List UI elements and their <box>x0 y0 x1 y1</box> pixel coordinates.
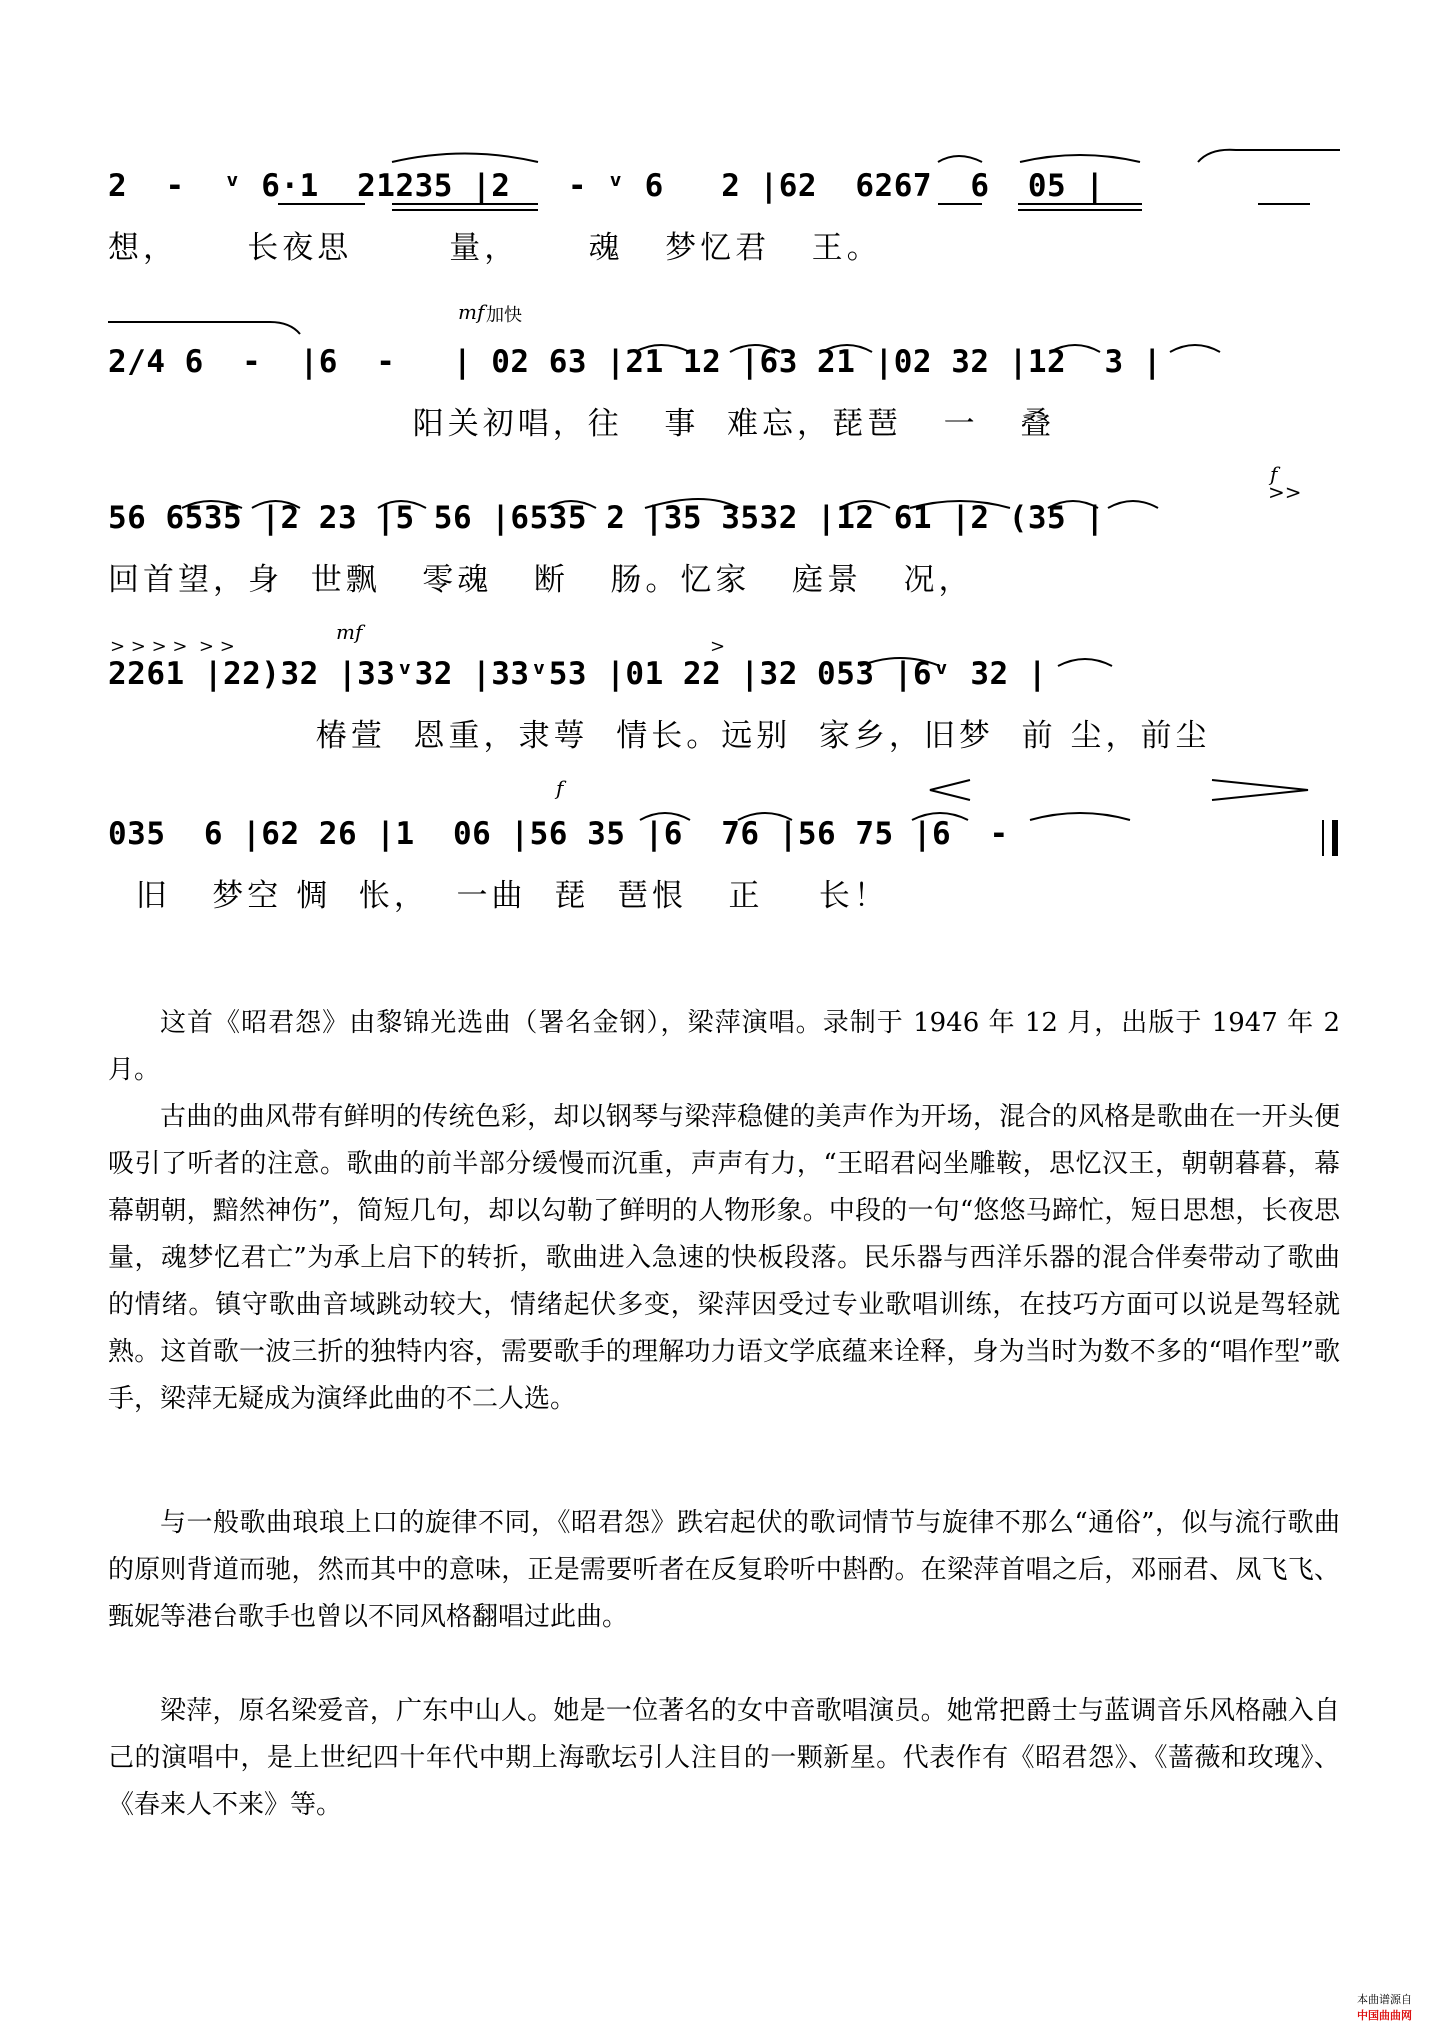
score-lyrics: 椿萱 恩重，隶萼 情长。远别 家乡，旧梦 前 尘，前尘 <box>108 718 1211 754</box>
article-paragraph: 梁萍，原名梁爱音，广东中山人。她是一位著名的女中音歌唱演员。她常把爵士与蓝调音乐风格融入自己的演唱中，是上世纪四十年代中期上海歌坛引人注目的一颗新星。代表作有《昭君怨》、《蔷薇和玫瑰》、《春来人不来》等。 <box>108 1696 1340 1820</box>
accent-mark: > > > > > > <box>110 636 235 657</box>
score-notes: 2261 |22)32 |33ᵛ32 |33ᵛ53 |01 22 |32 053 |6ᵛ 32 | <box>108 656 1048 692</box>
article-paragraph: 与一般歌曲琅琅上口的旋律不同，《昭君怨》跌宕起伏的歌词情节与旋律不那么“通俗”，似与流行歌曲的原则背道而驰，然而其中的意味，正是需要听者在反复聆听中斟酌。在梁萍首唱之后，邓丽君、凤飞飞、甄妮等港台歌手也曾以不同风格翻唱过此曲。 <box>108 1508 1340 1632</box>
score-lyrics: 回首望，身 世飘 零魂 断 肠。忆家 庭景 况， <box>108 562 974 598</box>
source-watermark <box>1350 1978 1412 2023</box>
dynamic-mark: f <box>556 776 564 800</box>
tempo-mark: 加快 <box>486 305 522 326</box>
score-lyrics: 想， 长夜思 量， 魂 梦忆君 王。 <box>108 230 882 266</box>
dynamic-mark: mf <box>458 300 485 324</box>
article-paragraph: 这首《昭君怨》由黎锦光选曲（署名金钢），梁萍演唱。录制于 1946 年 12 月，出版于 1947 年 2 月。 <box>108 1008 1340 1085</box>
dynamic-mark: f <box>1270 462 1278 486</box>
accent-mark: >> <box>1268 480 1302 504</box>
accent-mark: > <box>710 636 726 657</box>
source-label: 本曲谱源自 <box>1357 1993 1412 2006</box>
score-lyrics: 阳关初唱，往 事 难忘，琵琶 一 叠 <box>108 406 1056 442</box>
article-paragraph: 古曲的曲风带有鲜明的传统色彩，却以钢琴与梁萍稳健的美声作为开场，混合的风格是歌曲在一开头便吸引了听者的注意。歌曲的前半部分缓慢而沉重，声声有力，“王昭君闷坐雕鞍，思忆汉王，朝朝暮暮，幕幕朝朝，黯然神伤”，简短几句，却以勾勒了鲜明的人物形象。中段的一句“悠悠马蹄忙，短日思想，长夜思量，魂梦忆君亡”为承上启下的转折，歌曲进入急速的快板段落。民乐器与西洋乐器的混合伴奏带动了歌曲的情绪。镇守歌曲音域跳动较大，情绪起伏多变，梁萍因受过专业歌唱训练，在技巧方面可以说是驾轻就熟。这首歌一波三折的独特内容，需要歌手的理解功力语文学底蕴来诠释，身为当时为数不多的“唱作型”歌手，梁萍无疑成为演绎此曲的不二人选。 <box>108 1102 1340 1414</box>
final-barline <box>1332 820 1338 856</box>
dynamic-mark: mf <box>336 620 363 644</box>
score-notes: 2 - ᵛ 6·1 21235 |2 - ᵛ 6 2 |62 6267 6 05 | <box>108 168 1105 204</box>
score-notes: 035 6 |62 26 |1 06 |56 35 |6 76 |56 75 |6 - <box>108 816 1048 852</box>
final-barline-thin <box>1322 820 1324 856</box>
score-notes: 56 6535 |2 23 |5 56 |6535 2 |35 3532 |12 61 |2 (35 | <box>108 500 1105 536</box>
score-lyrics: 旧 梦空 惆 怅， 一曲 琵 琶恨 正 长！ <box>108 878 889 914</box>
site-brand[interactable]: 中国曲曲网 <box>1357 2009 1412 2022</box>
score-notes: 2/4 6 - |6 - | 02 63 |21 12 |63 21 |02 32 |12 3 | <box>108 344 1162 380</box>
